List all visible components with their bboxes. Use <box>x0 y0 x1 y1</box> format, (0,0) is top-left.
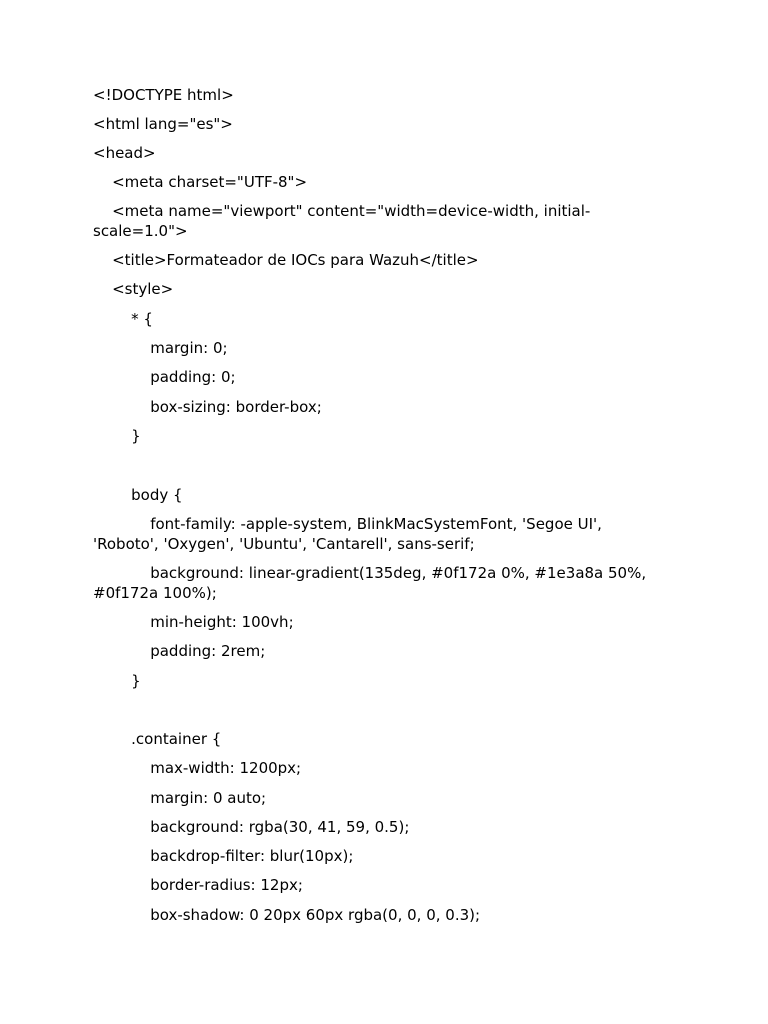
code-line-background-rgba: background: rgba(30, 41, 59, 0.5); <box>93 818 410 836</box>
code-line-close-brace-1: } <box>93 427 141 445</box>
code-line-font-family: font-family: -apple-system, BlinkMacSystemFont, 'Segoe UI', 'Roboto', 'Oxygen', 'Ubuntu', 'Cantarell', sans-serif; <box>93 515 602 553</box>
code-line-max-width: max-width: 1200px; <box>93 759 302 777</box>
code-line-padding-2rem: padding: 2rem; <box>93 642 266 660</box>
code-line-container-selector: .container { <box>93 730 222 748</box>
code-line-box-shadow: box-shadow: 0 20px 60px rgba(0, 0, 0, 0.3); <box>93 906 481 924</box>
code-line-body-selector: body { <box>93 486 183 504</box>
code-line-html-open: <html lang="es"> <box>93 115 233 133</box>
code-line-doctype: <!DOCTYPE html> <box>93 86 234 104</box>
code-line-margin-auto: margin: 0 auto; <box>93 789 267 807</box>
code-line-padding-zero: padding: 0; <box>93 368 236 386</box>
code-line-box-sizing: box-sizing: border-box; <box>93 398 322 416</box>
code-line-head-open: <head> <box>93 144 156 162</box>
code-line-border-radius: border-radius: 12px; <box>93 876 303 894</box>
code-line-title: <title>Formateador de IOCs para Wazuh</title> <box>93 251 479 269</box>
code-line-universal-selector: * { <box>93 310 153 328</box>
code-line-margin-zero: margin: 0; <box>93 339 228 357</box>
code-line-min-height: min-height: 100vh; <box>93 613 294 631</box>
code-line-backdrop-filter: backdrop-filter: blur(10px); <box>93 847 354 865</box>
code-line-style-open: <style> <box>93 280 174 298</box>
code-line-meta-viewport: <meta name="viewport" content="width=device-width, initial- scale=1.0"> <box>93 202 591 240</box>
code-line-meta-charset: <meta charset="UTF-8"> <box>93 173 308 191</box>
code-line-background: background: linear-gradient(135deg, #0f172a 0%, #1e3a8a 50%, #0f172a 100%); <box>93 564 647 602</box>
code-line-close-brace-2: } <box>93 672 141 690</box>
